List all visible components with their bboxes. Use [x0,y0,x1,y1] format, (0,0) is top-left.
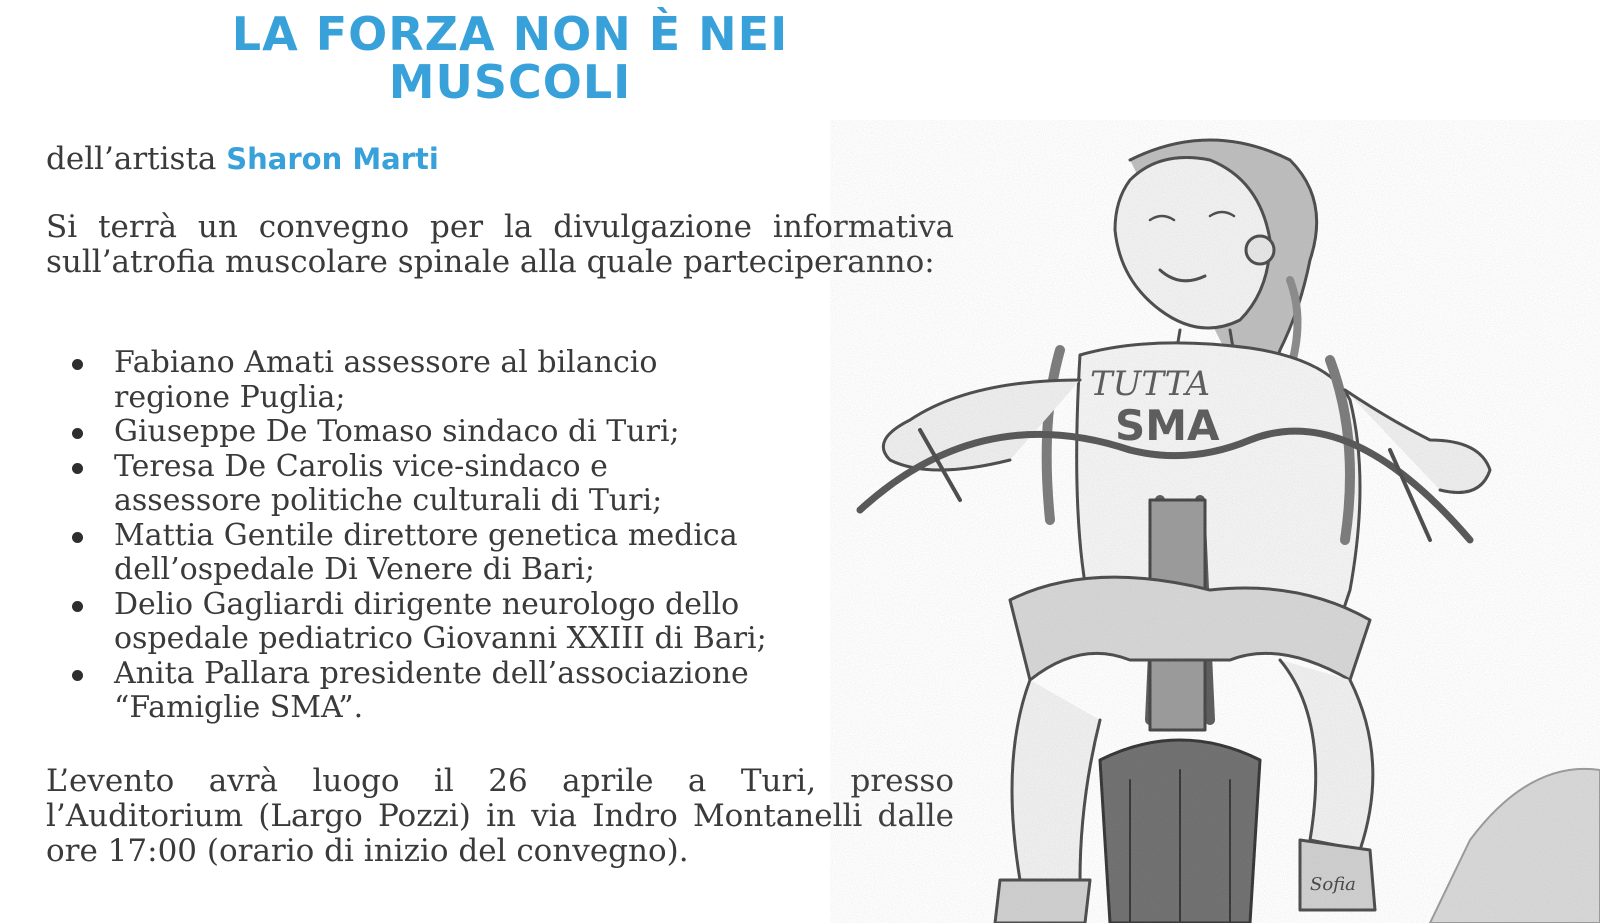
participant-line-2: ospedale pediatrico Giovanni XXIII di Bari; [114,621,767,656]
participants-list [46,346,906,726]
list-item [46,450,906,519]
participant-line-2: “Famiglie SMA”. [114,690,364,725]
participant-line-2: regione Puglia; [114,379,346,415]
list-item [46,657,906,726]
participant-line-1: Delio Gagliardi dirigente neurologo dello [114,586,740,622]
participant-line-2: assessore politiche culturali di Turi; [114,483,663,518]
list-item [46,519,906,588]
participant-line-1: Giuseppe De Tomaso sindaco di Turi; [114,414,680,449]
participant-line-2: dell’ospedale Di Venere di Bari; [114,552,595,587]
participant-line-1: Fabiano Amati assessore al bilancio [114,345,658,380]
event-details-paragraph: L’evento avrà luogo il 26 aprile a Turi, presso l’Auditorium (Largo Pozzi) in via Indro Montanelli dalle ore 17:00 (orario di inizio del convegno). [46,763,954,869]
bullet-icon [72,428,83,439]
list-item [46,346,906,415]
shirt-print-top: TUTTA [1090,364,1211,404]
participant-line-1: Mattia Gentile direttore genetica medica [114,517,738,553]
title-line-1: LA FORZA NON È NEI [231,7,789,61]
bullet-icon [72,359,83,370]
poster-title [40,7,980,109]
artist-name: Sharon Marti [226,142,439,176]
bullet-icon [72,670,83,681]
artist-byline [46,140,439,178]
sock-text: Sofia [1310,874,1356,895]
girl-on-bicycle-illustration [830,120,1600,923]
bullet-icon [72,601,83,612]
participant-line-1: Teresa De Carolis vice-sindaco e [114,448,608,484]
bullet-icon [72,463,83,474]
byline-prefix: dell’artista [46,141,227,177]
participant-line-1: Anita Pallara presidente dell’associazione [114,655,749,691]
shirt-print-bottom: SMA [1115,401,1220,450]
title-line-2: MUSCOLI [388,55,632,109]
bullet-icon [72,532,83,543]
list-item [46,415,906,450]
intro-paragraph: Si terrà un convegno per la divulgazione informativa sull’atrofia muscolare spinale alla quale parteciperanno: [46,209,954,280]
list-item [46,588,906,657]
